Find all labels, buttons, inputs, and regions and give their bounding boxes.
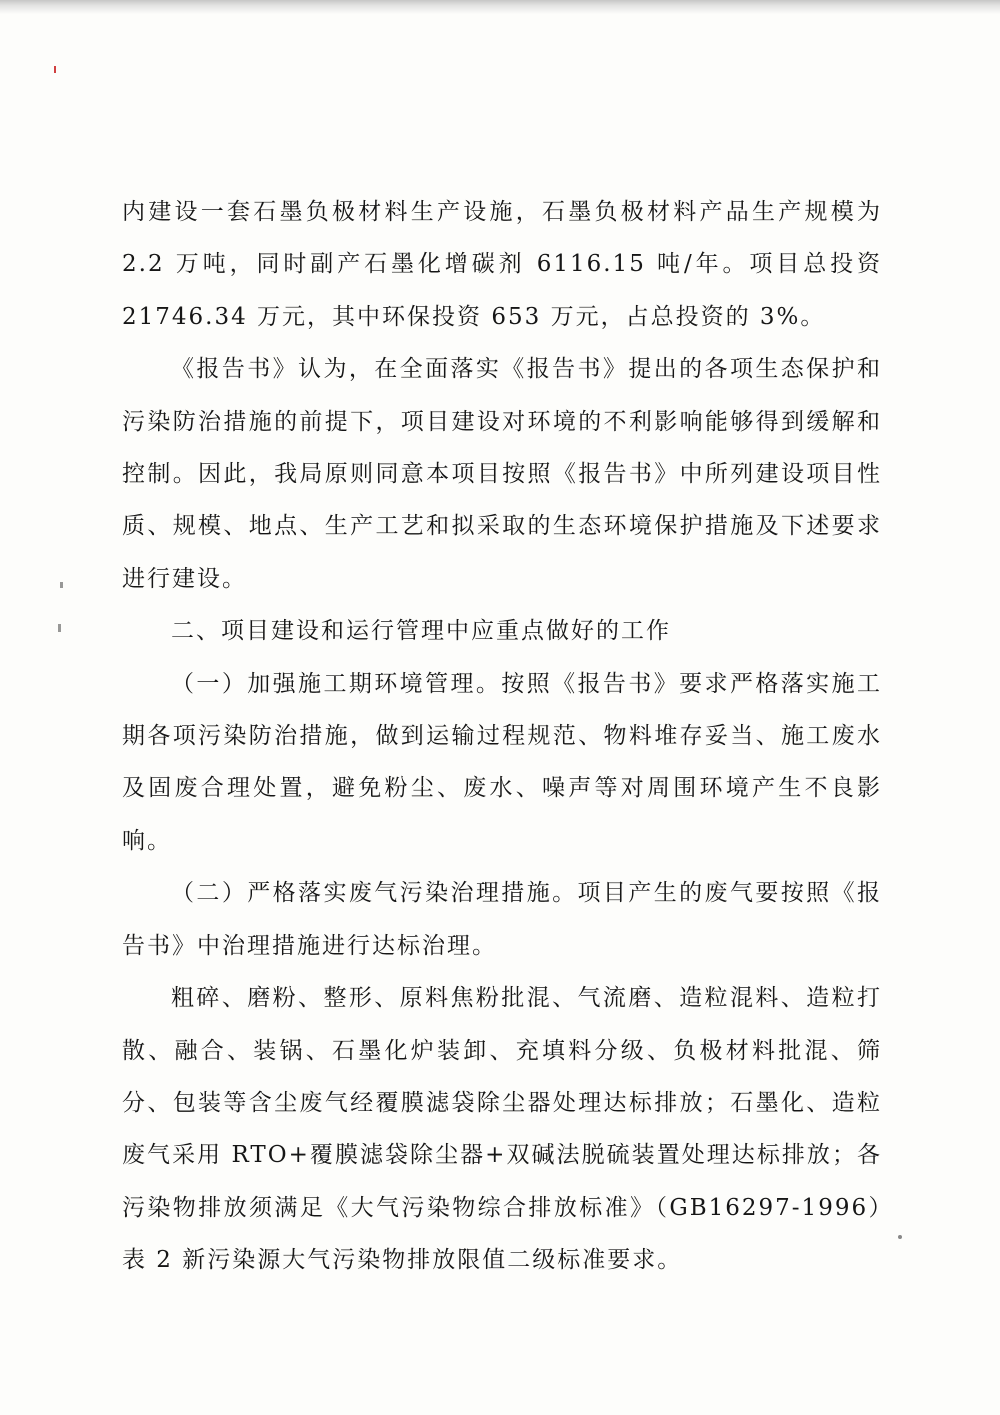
- paragraph-construction-management: （一）加强施工期环境管理。按照《报告书》要求严格落实施工期各项污染防治措施，做到运输过程规范、物料堆存妥当、施工废水及固废合理处置，避免粉尘、废水、噪声等对周围环境产生不良影响。: [122, 670, 882, 854]
- paragraph-exhaust-gas-measures: （二）严格落实废气污染治理措施。项目产生的废气要按照《报告书》中治理措施进行达标治理。: [122, 880, 882, 959]
- scan-speck: [898, 1235, 902, 1239]
- paragraph-project-scale: 内建设一套石墨负极材料生产设施，石墨负极材料产品生产规模为 2.2 万吨，同时副产石墨化增碳剂 6116.15 吨/年。项目总投资 21746.34 万元，其中环保投资 653 万元，占总投资的 3%。: [122, 199, 882, 330]
- red-ink-mark: [54, 66, 56, 73]
- section-heading: 二、项目建设和运行管理中应重点做好的工作: [171, 618, 671, 645]
- scan-edge-shadow: [0, 0, 1000, 14]
- binding-mark: [60, 582, 63, 588]
- paragraph-dust-treatment: 粗碎、磨粉、整形、原料焦粉批混、气流磨、造粒混料、造粒打散、融合、装锅、石墨化炉装卸、充填料分级、负极材料批混、筛分、包装等含尘废气经覆膜滤袋除尘器处理达标排放；石墨化、造粒废气采用 RTO+覆膜滤袋除尘器+双碱法脱硫装置处理达标排放；各污染物排放须满足《大气污染物综合排放标准》（GB16297-1996）表 2 新污染源大气污染物排放限值二级标准要求。: [122, 985, 882, 1274]
- document-body: [122, 186, 882, 1287]
- paragraph-report-opinion: 《报告书》认为，在全面落实《报告书》提出的各项生态保护和污染防治措施的前提下，项目建设对环境的不利影响能够得到缓解和控制。因此，我局原则同意本项目按照《报告书》中所列建设项目性质、规模、地点、生产工艺和拟采取的生态环境保护措施及下述要求进行建设。: [122, 356, 882, 592]
- binding-mark: [58, 624, 61, 632]
